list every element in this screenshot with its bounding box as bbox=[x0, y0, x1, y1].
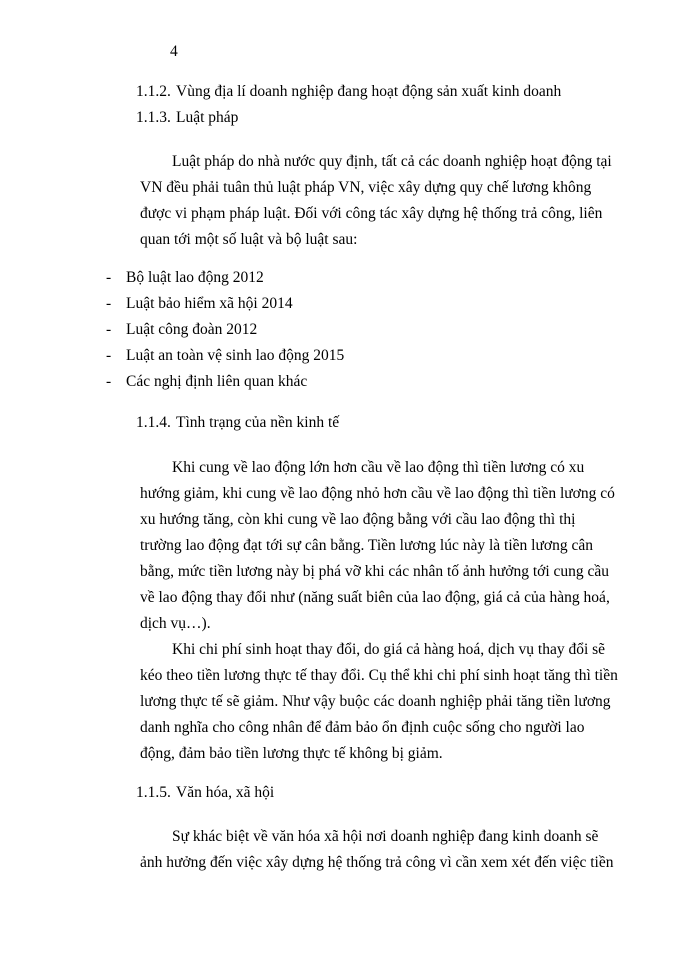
section-number: 1.1.3. bbox=[136, 109, 171, 126]
economy-paragraph-line: Khi chi phí sinh hoạt thay đổi, do giá cả hàng hoá, dịch vụ thay đổi sẽ bbox=[172, 641, 606, 658]
section-title: Vùng địa lí doanh nghiệp đang hoạt động sản xuất kinh doanh bbox=[176, 83, 562, 100]
bullet-dash: - bbox=[106, 373, 112, 390]
economy-paragraph-line: xu hướng tăng, còn khi cung về lao động bằng với cầu lao động thì thị bbox=[140, 511, 576, 528]
law-list-text: Luật an toàn vệ sinh lao động 2015 bbox=[126, 347, 345, 364]
law-list-text: Các nghị định liên quan khác bbox=[126, 373, 308, 390]
law-list-text: Luật công đoàn 2012 bbox=[126, 321, 258, 338]
section-heading-1-1-2 bbox=[136, 82, 561, 102]
law-list-item bbox=[106, 268, 264, 288]
section-title: Tình trạng của nền kinh tế bbox=[176, 414, 340, 431]
law-list-item bbox=[106, 320, 257, 340]
section-title: Luật pháp bbox=[176, 109, 239, 126]
law-list-text: Luật bảo hiểm xã hội 2014 bbox=[126, 295, 293, 312]
bullet-dash: - bbox=[106, 347, 112, 364]
economy-paragraph-line: trường lao động đạt tới sự cân bằng. Tiền lương lúc này là tiền lương cân bbox=[140, 537, 593, 554]
section-number: 1.1.4. bbox=[136, 414, 171, 431]
law-paragraph-line: được vi phạm pháp luật. Đối với công tác xây dựng hệ thống trả công, liên bbox=[140, 205, 603, 222]
law-paragraph-line: VN đều phải tuân thủ luật pháp VN, việc xây dựng quy chế lương không bbox=[140, 179, 592, 196]
section-number: 1.1.2. bbox=[136, 83, 171, 100]
economy-paragraph-line: động, đảm bảo tiền lương thực tế không bị giảm. bbox=[140, 745, 443, 762]
law-list-item bbox=[106, 346, 344, 366]
economy-paragraph-line: về lao động thay đổi như (năng suất biên của lao động, giá cả của hàng hoá, bbox=[140, 589, 610, 606]
bullet-dash: - bbox=[106, 295, 112, 312]
economy-paragraph-line: danh nghĩa cho công nhân để đảm bảo ổn định cuộc sống cho người lao bbox=[140, 719, 585, 736]
bullet-dash: - bbox=[106, 269, 112, 286]
section-heading-1-1-5 bbox=[136, 783, 274, 803]
section-title: Văn hóa, xã hội bbox=[176, 784, 275, 801]
section-heading-1-1-4 bbox=[136, 413, 339, 433]
section-number: 1.1.5. bbox=[136, 784, 171, 801]
culture-paragraph-line: Sự khác biệt về văn hóa xã hội nơi doanh nghiệp đang kinh doanh sẽ bbox=[172, 828, 599, 845]
law-list-item bbox=[106, 294, 293, 314]
law-paragraph-line: Luật pháp do nhà nước quy định, tất cả các doanh nghiệp hoạt động tại bbox=[172, 153, 612, 170]
economy-paragraph-line: Khi cung về lao động lớn hơn cầu về lao động thì tiền lương có xu bbox=[172, 459, 585, 476]
page-number: 4 bbox=[170, 43, 178, 60]
bullet-dash: - bbox=[106, 321, 112, 338]
law-paragraph-line: quan tới một số luật và bộ luật sau: bbox=[140, 231, 358, 248]
section-heading-1-1-3 bbox=[136, 108, 238, 128]
economy-paragraph-line: hướng giảm, khi cung về lao động nhỏ hơn cầu về lao động thì tiền lương có bbox=[140, 485, 615, 502]
economy-paragraph-line: kéo theo tiền lương thực tế thay đổi. Cụ thể khi chi phí sinh hoạt tăng thì tiền bbox=[140, 667, 618, 684]
law-list-item bbox=[106, 372, 307, 392]
economy-paragraph-line: lương thực tế sẽ giảm. Như vậy buộc các doanh nghiệp phải tăng tiền lương bbox=[140, 693, 611, 710]
economy-paragraph-line: dịch vụ…). bbox=[140, 615, 211, 632]
law-list-text: Bộ luật lao động 2012 bbox=[126, 269, 264, 286]
culture-paragraph-line: ảnh hưởng đến việc xây dựng hệ thống trả công vì cần xem xét đến việc tiền bbox=[140, 854, 614, 871]
economy-paragraph-line: bằng, mức tiền lương này bị phá vỡ khi các nhân tố ảnh hưởng tới cung cầu bbox=[140, 563, 610, 580]
